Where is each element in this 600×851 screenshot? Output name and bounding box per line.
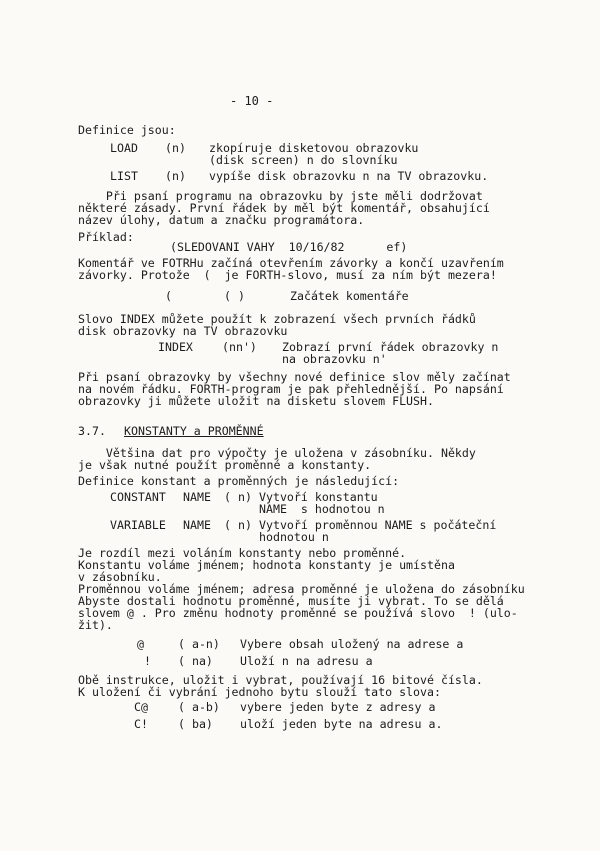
cstore-desc: uloží jeden byte na adresu a.	[240, 717, 443, 731]
paragraph-line: v zásobníku.	[78, 570, 162, 584]
paragraph-line: disk obrazovky na TV obrazovku	[78, 324, 288, 338]
list-desc: vypíše disk obrazovku n na TV obrazovku.	[209, 169, 489, 183]
cfetch-desc: vybere jeden byte z adresy a	[240, 700, 436, 714]
constant-word: CONSTANT	[110, 490, 166, 504]
paragraph-line: Většina dat pro výpočty je uložena v zásobníku. Někdy	[78, 446, 476, 460]
comment-desc: Začátek komentáře	[290, 289, 409, 303]
store-desc: Uloží n na adresu a	[240, 654, 373, 668]
constant-desc-2: NAME s hodnotou n	[259, 502, 385, 516]
constant-stack: ( n)	[224, 490, 252, 504]
paragraph-line: Definice konstant a proměnných je následující:	[78, 474, 400, 488]
cfetch-word: C@	[134, 700, 148, 714]
index-desc-2: na obrazovku n'	[282, 352, 387, 366]
variable-desc-2: hodnotou n	[259, 530, 329, 544]
section-number: 3.7.	[78, 424, 106, 438]
example-line: (SLEDOVANI VAHY 10/16/82 ef)	[170, 240, 408, 254]
paragraph-line: Při psaní programu na obrazovku by jste měli dodržovat	[78, 189, 483, 203]
variable-desc-1: Vytvoří proměnnou NAME s počáteční	[259, 518, 497, 532]
comment-word: (	[165, 289, 172, 303]
paragraph-line: Obě instrukce, uložit i vybrat, používají 16 bitové čísla.	[78, 673, 483, 687]
page-number: - 10 -	[230, 94, 274, 108]
section-title: KONSTANTY a PROMĚNNÉ	[124, 424, 264, 438]
list-stack: (n)	[165, 169, 186, 183]
paragraph-line: Konstantu voláme jménem; hodnota konstanty je umístěna	[78, 558, 455, 572]
paragraph-line: na novém řádku. FORTH-program je pak přehlednější. Po napsání	[78, 382, 504, 396]
load-desc-2: (disk screen) n do slovníku	[209, 153, 398, 167]
cfetch-stack: ( a-b)	[178, 700, 220, 714]
index-desc-1: Zobrazí první řádek obrazovky n	[282, 340, 499, 354]
paragraph-line: Je rozdíl mezi voláním konstanty nebo proměnné.	[78, 546, 407, 560]
fetch-word: @	[137, 637, 144, 651]
paragraph-line: Proměnnou voláme jménem; adresa proměnné je uložena do zásobníku	[78, 582, 525, 596]
paragraph-line: Abyste dostali hodnotu proměnné, musíte ji vybrat. To se dělá	[78, 594, 504, 608]
example-label: Příklad:	[78, 230, 134, 244]
paragraph-line: K uložení či vybrání jednoho bytu slouží tato slova:	[78, 685, 441, 699]
paragraph-line: Při psaní obrazovky by všechny nové definice slov měly začínat	[78, 370, 511, 384]
load-desc-1: zkopíruje disketovou obrazovku	[209, 141, 419, 155]
paragraph-line: Komentář ve FOTRHu začíná otevřením závorky a končí uzavřením	[78, 256, 504, 270]
paragraph-line: slovem @ . Pro změnu hodnoty proměnné se používá slovo ! (ulo-	[78, 606, 518, 620]
index-word: INDEX	[158, 340, 193, 354]
store-word: !	[144, 654, 151, 668]
variable-word: VARIABLE	[110, 518, 166, 532]
cstore-stack: ( ba)	[178, 717, 213, 731]
variable-stack: ( n)	[224, 518, 252, 532]
paragraph-line: některé zásady. První řádek by měl být komentář, obsahující	[78, 201, 490, 215]
paragraph-line: žit).	[78, 618, 113, 632]
list-word: LIST	[110, 169, 138, 183]
index-stack: (nn')	[222, 340, 257, 354]
load-stack: (n)	[165, 141, 186, 155]
definitions-label: Definice jsou:	[78, 123, 176, 137]
paragraph-line: závorky. Protože ( je FORTH-slovo, musí za ním být mezera!	[78, 268, 497, 282]
paragraph-line: Slovo INDEX můžete použít k zobrazení všech prvních řádků	[78, 312, 476, 326]
fetch-desc: Vybere obsah uložený na adrese a	[240, 637, 464, 651]
fetch-stack: ( a-n)	[178, 637, 220, 651]
constant-desc-1: Vytvoří konstantu	[259, 490, 378, 504]
paragraph-line: název úlohy, datum a značku programátora.	[78, 213, 365, 227]
paragraph-line: obrazovky ji můžete uložit na disketu slovem FLUSH.	[78, 394, 434, 408]
paragraph-line: je však nutné použít proměnné a konstanty.	[78, 458, 372, 472]
load-word: LOAD	[110, 141, 138, 155]
store-stack: ( na)	[178, 654, 213, 668]
cstore-word: C!	[134, 717, 148, 731]
variable-name: NAME	[183, 518, 211, 532]
constant-name: NAME	[183, 490, 211, 504]
comment-stack: ( )	[224, 289, 245, 303]
